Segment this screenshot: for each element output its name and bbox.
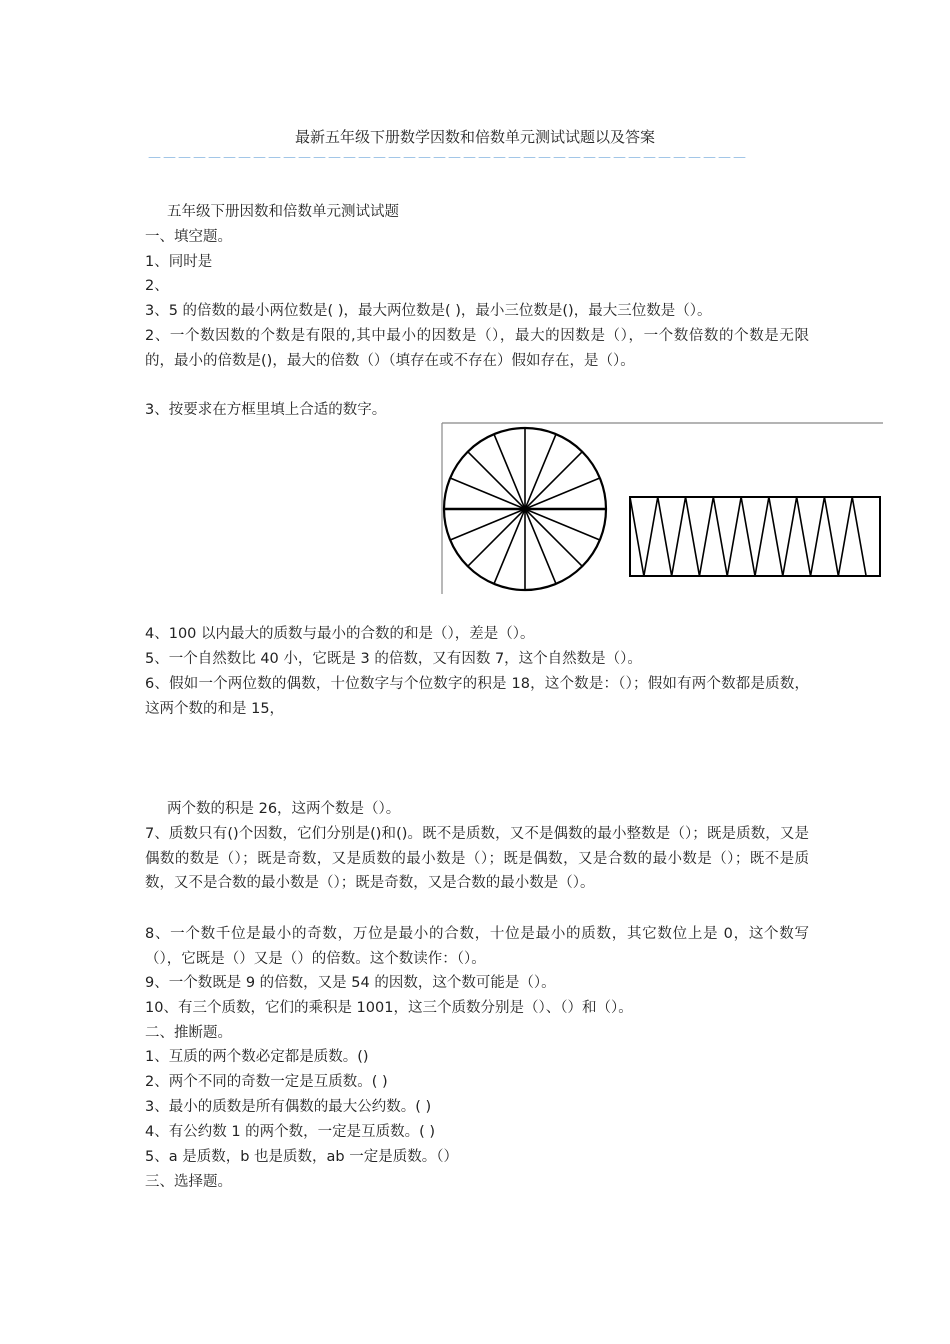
zigzag-rect-outline bbox=[630, 497, 880, 576]
question-6-continued: 两个数的积是 26，这两个数是（）。 bbox=[167, 801, 401, 817]
judgement-2: 2、两个不同的奇数一定是互质数。( ) bbox=[145, 1074, 388, 1090]
title-separator: ———————————————————————————————————————— bbox=[148, 150, 748, 164]
question-3: 3、5 的倍数的最小两位数是( )，最大两位数是( )，最小三位数是()，最大三位数是（）。 bbox=[145, 303, 712, 319]
question-4: 4、100 以内最大的质数与最小的合数的和是（），差是（）。 bbox=[145, 626, 535, 642]
divided-shapes-figure bbox=[441, 422, 883, 594]
question-2: 2、 bbox=[145, 278, 169, 294]
judgement-3: 3、最小的质数是所有偶数的最大公约数。( ) bbox=[145, 1099, 432, 1115]
divided-circle bbox=[444, 428, 606, 590]
question-6: 6、假如一个两位数的偶数，十位数字与个位数字的积是 18，这个数是：（）；假如有两个数都是质数，这两个数的和是 15， bbox=[145, 676, 809, 717]
question-8: 8、一个数千位是最小的奇数，万位是最小的合数，十位是最小的质数，其它数位上是 0，这个数写（），它既是（）又是（）的倍数。这个数读作：（）。 bbox=[145, 926, 809, 967]
section-heading-fill-blank: 一、填空题。 bbox=[145, 229, 232, 245]
question-2b: 2、一个数因数的个数是有限的,其中最小的因数是（），最大的因数是（），一个数倍数的个数是无限的，最小的倍数是()，最大的倍数（）（填存在或不存在）假如存在，是（）。 bbox=[145, 328, 809, 369]
judgement-5: 5、a 是质数，b 也是质数，ab 一定是质数。（） bbox=[145, 1149, 458, 1165]
question-3b: 3、按要求在方框里填上合适的数字。 bbox=[145, 402, 387, 418]
question-10: 10、有三个质数，它们的乘积是 1001，这三个质数分别是（）、（）和（）。 bbox=[145, 1000, 633, 1016]
question-7: 7、质数只有()个因数，它们分别是()和()。既不是质数，又不是偶数的最小整数是（）；既是质数，又是偶数的数是（）；既是奇数，又是质数的最小数是（）；既是偶数，又是合数的最小数是（）；既不是质数，又不是合数的最小数是（）；既是奇数，又是合数的最小数是（）。 bbox=[145, 826, 809, 892]
question-9: 9、一个数既是 9 的倍数，又是 54 的因数，这个数可能是（）。 bbox=[145, 975, 556, 991]
judgement-4: 4、有公约数 1 的两个数，一定是互质数。( ) bbox=[145, 1124, 436, 1140]
question-5: 5、一个自然数比 40 小，它既是 3 的倍数，又有因数 7，这个自然数是（）。 bbox=[145, 651, 642, 667]
zigzag-line bbox=[630, 497, 866, 576]
question-1: 1、同时是 bbox=[145, 254, 213, 270]
section-heading-judgement: 二、推断题。 bbox=[145, 1025, 232, 1041]
document-title: 最新五年级下册数学因数和倍数单元测试试题以及答案 bbox=[294, 128, 655, 146]
judgement-1: 1、互质的两个数必定都是质数。() bbox=[145, 1049, 369, 1065]
section-heading-choice: 三、选择题。 bbox=[145, 1174, 232, 1190]
zigzag-rectangle bbox=[630, 497, 880, 576]
test-subtitle: 五年级下册因数和倍数单元测试试题 bbox=[167, 204, 399, 220]
